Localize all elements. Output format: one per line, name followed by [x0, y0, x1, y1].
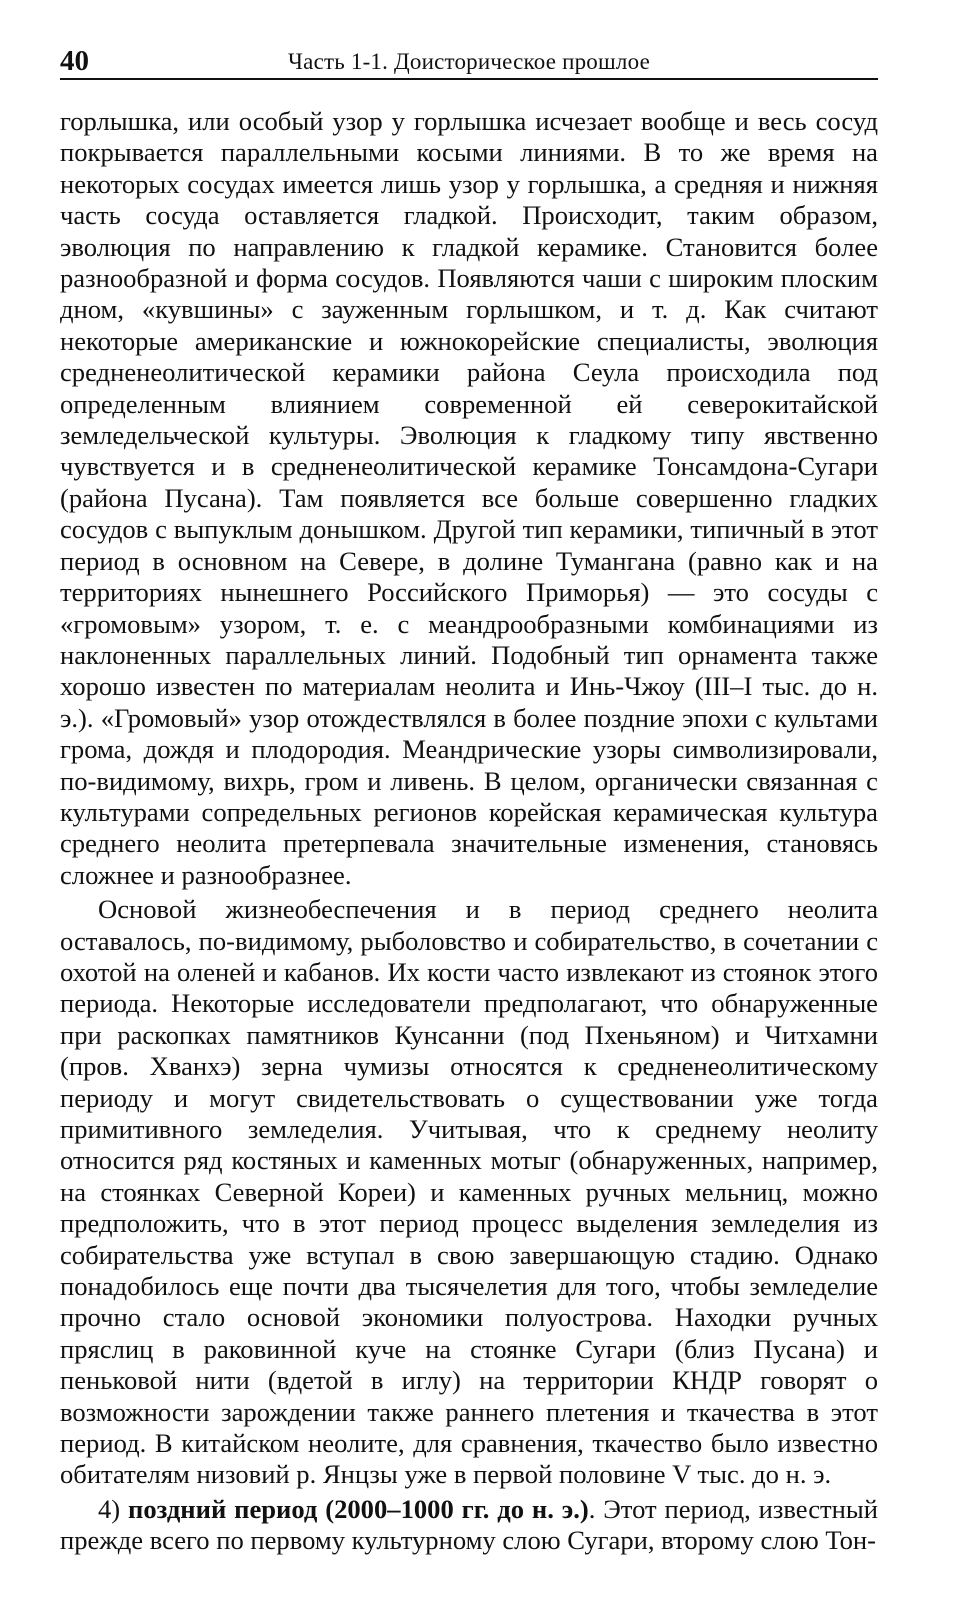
paragraph-3 [60, 1494, 878, 1557]
page-header [60, 42, 878, 80]
paragraph-1: горлышка, или особый узор у горлышка исчезает вообще и весь сосуд покрывается параллельными косыми линиями. В то же время на некоторых сосудах имеется лишь узор у горлышка, а средняя и нижняя часть сосуда оставляется гладкой. Происходит, таким образом, эволюция по направлению к гладкой керамике. Становится более разнообразной и форма сосудов. Появляются чаши с широким плоским дном, «кувшины» с зауженным горлышком, и т. д. Как считают некоторые американские и южнокорейские специалисты, эволюция средненеолитической керамики района Сеула происходила под определенным влиянием современной ей северокитайской земледельческой культуры. Эволюция к гладкому типу явственно чувствуется и в средненеолитической керамике Тонсамдона-Сугари (района Пусана). Там появляется все больше совершенно гладких сосудов с выпуклым донышком. Другой тип керамики, типичный в этот период в основном на Севере, в долине Тумангана (равно как и на территориях нынешнего Российского Приморья) — это сосуды с «громовым» узором, т. е. с меандрообразными комбинациями из наклоненных параллельных линий. Подобный тип орнамента также хорошо известен по материалам неолита и Инь-Чжоу (III–I тыс. до н. э.). «Громовый» узор отождествлялся в более поздние эпохи с культами грома, дождя и плодородия. Меандрические узоры символизировали, по-видимому, вихрь, гром и ливень. В целом, органически связанная с культурами сопредельных регионов корейская керамическая культура среднего неолита претерпевала значительные изменения, становясь сложнее и разнообразнее. [60, 106, 878, 890]
paragraph-3-lead: 4) [98, 1493, 129, 1524]
paragraph-2: Основой жизнеобеспечения и в период среднего неолита оставалось, по-видимому, рыболовство и собирательство, в сочетании с охотой на оленей и кабанов. Их кости часто извлекают из стоянок этого периода. Некоторые исследователи предполагают, что обнаруженные при раскопках памятников Кунсанни (под Пхеньяном) и Читхамни (пров. Хванхэ) зерна чумизы относятся к средненеолитическому периоду и могут свидетельствовать о существовании уже тогда примитивного земледелия. Учитывая, что к среднему неолиту относится ряд костяных и каменных мотыг (обнаруженных, например, на стоянках Северной Кореи) и каменных ручных мельниц, можно предположить, что в этот период процесс выделения земледелия из собирательства уже вступал в свою завершающую стадию. Однако понадобилось еще почти два тысячелетия для того, чтобы земледелие прочно стало основой экономики полуострова. Находки ручных пряслиц в раковинной куче на стоянке Сугари (близ Пусана) и пеньковой нити (вдетой в иглу) на территории КНДР говорят о возможности зарождении также раннего плетения и ткачества в этот период. В китайском неолите, для сравнения, ткачество было известно обитателям низовий р. Янцзы уже в первой половине V тыс. до н. э. [60, 894, 878, 1490]
period-heading: поздний период (2000–1000 гг. до н. э.) [128, 1493, 589, 1524]
paragraph-3-text: . Этот период, известный прежде всего по первому культурному слою Сугари, второму слою Тон- [60, 1493, 879, 1556]
running-title: Часть 1-1. Доисторическое прошлое [288, 49, 650, 74]
page-number: 40 [60, 45, 89, 77]
body-text [60, 106, 878, 1557]
